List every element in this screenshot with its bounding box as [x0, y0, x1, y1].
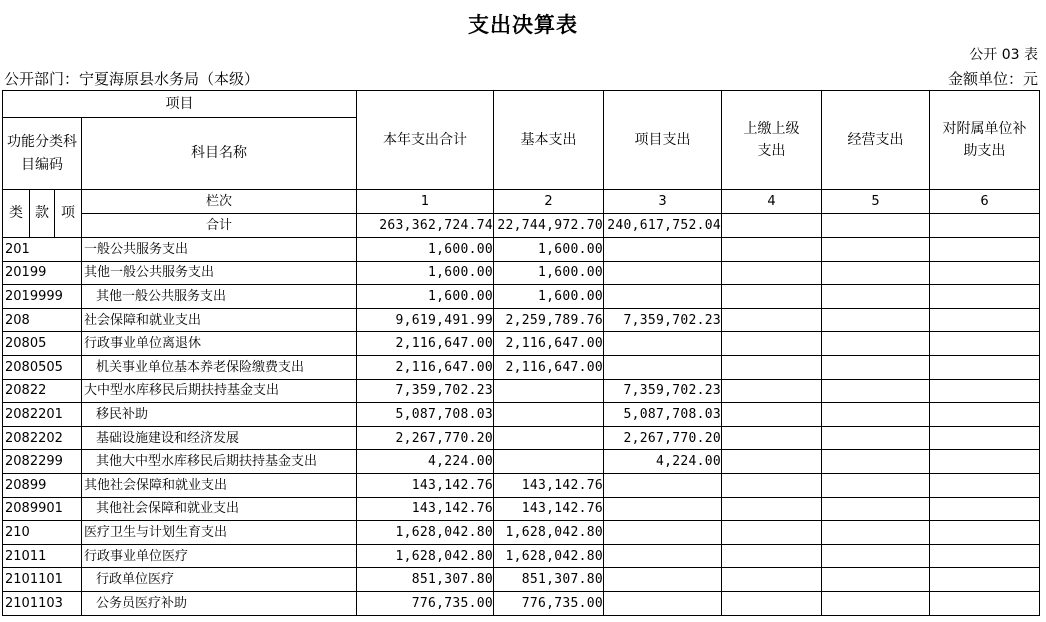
- row-total: 1,600.00: [357, 285, 494, 309]
- row-subject-name: 公务员医疗补助: [82, 591, 357, 615]
- header-func-code: 功能分类科目编码: [3, 118, 82, 190]
- row-upper: [722, 379, 822, 403]
- row-total: 5,087,708.03: [357, 403, 494, 427]
- row-subsidy: [930, 285, 1040, 309]
- row-business: [822, 426, 930, 450]
- total-row: [3, 214, 1040, 238]
- row-subject-name: 社会保障和就业支出: [82, 308, 357, 332]
- header-lei: 类: [3, 190, 30, 238]
- total-project: 240,617,752.04: [604, 214, 722, 238]
- table-row: [3, 261, 1040, 285]
- row-basic: 1,600.00: [494, 261, 604, 285]
- row-basic: [494, 426, 604, 450]
- total-label: 合计: [82, 214, 357, 238]
- row-subject-name: 其他大中型水库移民后期扶持基金支出: [82, 450, 357, 474]
- row-total: 851,307.80: [357, 568, 494, 592]
- row-total: 2,116,647.00: [357, 355, 494, 379]
- row-total: 143,142.76: [357, 473, 494, 497]
- row-subject-name: 移民补助: [82, 403, 357, 427]
- row-upper: [722, 261, 822, 285]
- total-upper: [722, 214, 822, 238]
- row-basic: 2,116,647.00: [494, 332, 604, 356]
- row-subsidy: [930, 473, 1040, 497]
- row-business: [822, 497, 930, 521]
- header-lanci: 栏次: [82, 190, 357, 214]
- row-subsidy: [930, 403, 1040, 427]
- row-upper: [722, 473, 822, 497]
- row-code: 2101101: [3, 568, 82, 592]
- row-code: 20805: [3, 332, 82, 356]
- row-total: 2,267,770.20: [357, 426, 494, 450]
- total-subsidy: [930, 214, 1040, 238]
- header-col-subsidy: 对附属单位补助支出: [930, 91, 1040, 190]
- header-col-total: 本年支出合计: [357, 91, 494, 190]
- row-basic: [494, 450, 604, 474]
- row-basic: 851,307.80: [494, 568, 604, 592]
- row-subsidy: [930, 379, 1040, 403]
- row-total: 1,600.00: [357, 261, 494, 285]
- row-basic: 2,259,789.76: [494, 308, 604, 332]
- row-subsidy: [930, 308, 1040, 332]
- row-upper: [722, 355, 822, 379]
- row-subsidy: [930, 591, 1040, 615]
- row-subject-name: 行政单位医疗: [82, 568, 357, 592]
- form-number: 公开 03 表: [969, 47, 1038, 63]
- header-col-project: 项目支出: [604, 91, 722, 190]
- row-code: 2101103: [3, 591, 82, 615]
- row-subject-name: 机关事业单位基本养老保险缴费支出: [82, 355, 357, 379]
- row-business: [822, 308, 930, 332]
- row-code: 20899: [3, 473, 82, 497]
- total-basic: 22,744,972.70: [494, 214, 604, 238]
- row-business: [822, 285, 930, 309]
- table-row: [3, 426, 1040, 450]
- row-project: [604, 521, 722, 545]
- row-business: [822, 355, 930, 379]
- row-subject-name: 行政事业单位医疗: [82, 544, 357, 568]
- row-basic: 143,142.76: [494, 473, 604, 497]
- row-code: 20199: [3, 261, 82, 285]
- row-upper: [722, 285, 822, 309]
- row-project: [604, 473, 722, 497]
- row-subject-name: 医疗卫生与计划生育支出: [82, 521, 357, 545]
- row-project: 4,224.00: [604, 450, 722, 474]
- row-upper: [722, 591, 822, 615]
- col-number-5: 5: [822, 190, 930, 214]
- table-row: [3, 285, 1040, 309]
- row-business: [822, 568, 930, 592]
- row-project: [604, 285, 722, 309]
- row-project: [604, 568, 722, 592]
- row-business: [822, 332, 930, 356]
- row-subsidy: [930, 238, 1040, 262]
- col-number-6: 6: [930, 190, 1040, 214]
- row-code: 21011: [3, 544, 82, 568]
- row-subsidy: [930, 544, 1040, 568]
- row-basic: [494, 403, 604, 427]
- row-total: 7,359,702.23: [357, 379, 494, 403]
- row-code: 201: [3, 238, 82, 262]
- amount-unit-label: 金额单位：元: [947, 70, 1038, 88]
- row-business: [822, 473, 930, 497]
- row-upper: [722, 497, 822, 521]
- row-subject-name: 其他一般公共服务支出: [82, 261, 357, 285]
- row-business: [822, 261, 930, 285]
- row-total: 776,735.00: [357, 591, 494, 615]
- row-project: 7,359,702.23: [604, 308, 722, 332]
- header-kuan: 款: [30, 190, 55, 238]
- row-code: 2082299: [3, 450, 82, 474]
- row-basic: 1,628,042.80: [494, 544, 604, 568]
- row-business: [822, 238, 930, 262]
- row-code: 210: [3, 521, 82, 545]
- row-upper: [722, 426, 822, 450]
- row-project: [604, 544, 722, 568]
- row-project: [604, 355, 722, 379]
- row-upper: [722, 521, 822, 545]
- table-row: [3, 332, 1040, 356]
- row-business: [822, 450, 930, 474]
- total-business: [822, 214, 930, 238]
- row-project: 5,087,708.03: [604, 403, 722, 427]
- row-business: [822, 544, 930, 568]
- row-project: [604, 238, 722, 262]
- row-upper: [722, 238, 822, 262]
- table-row: [3, 308, 1040, 332]
- row-upper: [722, 308, 822, 332]
- row-project: [604, 591, 722, 615]
- row-subject-name: 行政事业单位离退休: [82, 332, 357, 356]
- row-subsidy: [930, 521, 1040, 545]
- header-col-basic: 基本支出: [494, 91, 604, 190]
- row-subsidy: [930, 497, 1040, 521]
- table-row: [3, 238, 1040, 262]
- row-subject-name: 其他一般公共服务支出: [82, 285, 357, 309]
- header-col-upper: 上缴上级支出: [722, 91, 822, 190]
- row-subsidy: [930, 568, 1040, 592]
- row-code: 2080505: [3, 355, 82, 379]
- row-subject-name: 一般公共服务支出: [82, 238, 357, 262]
- row-upper: [722, 568, 822, 592]
- table-row: [3, 591, 1040, 615]
- row-project: [604, 261, 722, 285]
- table-row: [3, 403, 1040, 427]
- row-basic: 1,600.00: [494, 238, 604, 262]
- report-title: 支出决算表: [468, 13, 578, 37]
- row-total: 143,142.76: [357, 497, 494, 521]
- table-row: [3, 450, 1040, 474]
- row-basic: 776,735.00: [494, 591, 604, 615]
- table-row: [3, 521, 1040, 545]
- row-basic: 2,116,647.00: [494, 355, 604, 379]
- table-row: [3, 544, 1040, 568]
- col-number-2: 2: [494, 190, 604, 214]
- row-total: 1,628,042.80: [357, 544, 494, 568]
- row-subsidy: [930, 450, 1040, 474]
- header-col-business: 经营支出: [822, 91, 930, 190]
- row-business: [822, 403, 930, 427]
- row-code: 208: [3, 308, 82, 332]
- row-subsidy: [930, 261, 1040, 285]
- row-code: 2082202: [3, 426, 82, 450]
- col-number-3: 3: [604, 190, 722, 214]
- row-business: [822, 591, 930, 615]
- row-subject-name: 其他社会保障和就业支出: [82, 497, 357, 521]
- row-code: 2089901: [3, 497, 82, 521]
- row-code: 2019999: [3, 285, 82, 309]
- col-number-4: 4: [722, 190, 822, 214]
- row-subsidy: [930, 332, 1040, 356]
- table-row: [3, 379, 1040, 403]
- total-amount: 263,362,724.74: [357, 214, 494, 238]
- row-upper: [722, 544, 822, 568]
- header-item: 项目: [3, 91, 357, 118]
- row-upper: [722, 332, 822, 356]
- row-project: [604, 332, 722, 356]
- row-subsidy: [930, 426, 1040, 450]
- col-number-1: 1: [357, 190, 494, 214]
- row-project: 7,359,702.23: [604, 379, 722, 403]
- row-basic: 1,628,042.80: [494, 521, 604, 545]
- row-code: 20822: [3, 379, 82, 403]
- table-row: [3, 473, 1040, 497]
- row-basic: 1,600.00: [494, 285, 604, 309]
- row-total: 1,628,042.80: [357, 521, 494, 545]
- row-code: 2082201: [3, 403, 82, 427]
- header-xiang: 项: [55, 190, 82, 238]
- row-subject-name: 基础设施建设和经济发展: [82, 426, 357, 450]
- row-subsidy: [930, 355, 1040, 379]
- row-basic: [494, 379, 604, 403]
- table-row: [3, 355, 1040, 379]
- department-label: 公开部门：宁夏海原县水务局（本级）: [4, 70, 260, 88]
- table-row: [3, 497, 1040, 521]
- row-basic: 143,142.76: [494, 497, 604, 521]
- row-total: 1,600.00: [357, 238, 494, 262]
- row-subject-name: 大中型水库移民后期扶持基金支出: [82, 379, 357, 403]
- row-total: 4,224.00: [357, 450, 494, 474]
- expenditure-table: [2, 90, 1040, 616]
- header-subject-name: 科目名称: [82, 118, 357, 190]
- row-project: [604, 497, 722, 521]
- row-upper: [722, 403, 822, 427]
- row-upper: [722, 450, 822, 474]
- row-subject-name: 其他社会保障和就业支出: [82, 473, 357, 497]
- row-business: [822, 521, 930, 545]
- row-total: 9,619,491.99: [357, 308, 494, 332]
- table-row: [3, 568, 1040, 592]
- row-project: 2,267,770.20: [604, 426, 722, 450]
- row-total: 2,116,647.00: [357, 332, 494, 356]
- row-business: [822, 379, 930, 403]
